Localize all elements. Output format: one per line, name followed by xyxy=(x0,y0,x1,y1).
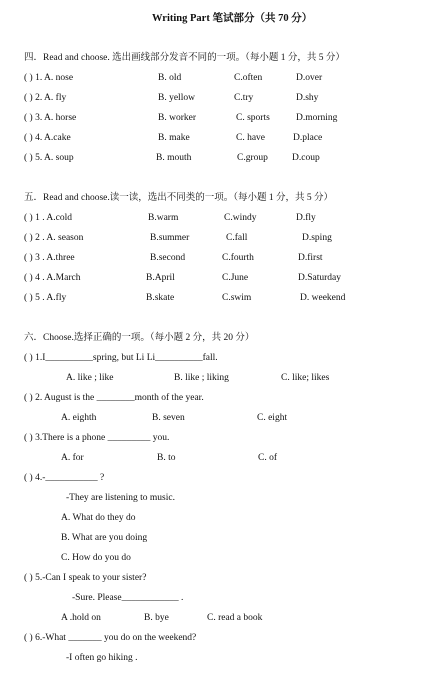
s4-q3-c: C. sports xyxy=(236,113,270,123)
s6-q5-option-a: A .hold on xyxy=(61,613,101,623)
s5-q3-b: B.second xyxy=(150,253,186,263)
s5-q2-b: B.summer xyxy=(150,233,190,243)
s5-q4-c: C.June xyxy=(222,273,249,283)
s5-q3-a: ( ) 3 . A.three xyxy=(24,253,75,263)
s4-q2-d: D.shy xyxy=(296,93,319,103)
s4-q1-b: B. old xyxy=(158,73,182,83)
s4-q5-d: D.coup xyxy=(292,153,320,163)
s6-q4: ( ) 4.-___________ ? xyxy=(24,473,105,483)
s5-q1-d: D.fly xyxy=(296,213,316,223)
s4-q1-d: D.over xyxy=(296,73,323,83)
s5-q1-a: ( ) 1 . A.cold xyxy=(24,213,73,223)
s6-q4-option-c: C. How do you do xyxy=(61,553,131,563)
s6-q2: ( ) 2. August is the ________month of the year. xyxy=(24,393,204,403)
s4-q2-c: C.try xyxy=(234,93,254,103)
s5-q5-a: ( ) 5 . A.fly xyxy=(24,293,67,303)
s6-q3-option-b: B. to xyxy=(157,453,176,463)
page-title: Writing Part 笔试部分（共 70 分） xyxy=(152,13,313,24)
s4-q4-a: ( ) 4. A.cake xyxy=(24,133,71,143)
section-5-header: 五．Read and choose.读一读，选出不同类的一项。（每小题 1 分，共 5 分） xyxy=(24,193,333,203)
s4-q2-b: B. yellow xyxy=(158,93,195,103)
s6-q6: ( ) 6.-What _______ you do on the weekend? xyxy=(24,633,197,643)
s5-q4-d: D.Saturday xyxy=(298,273,342,283)
s5-q2-d: D.sping xyxy=(302,233,332,243)
s6-q5-prompt: -Sure. Please____________ . xyxy=(72,593,184,603)
s5-q4-a: ( ) 4 . A.March xyxy=(24,273,81,283)
s4-q3-d: D.morning xyxy=(296,113,338,123)
s6-q2-option-a: A. eighth xyxy=(61,413,97,423)
s4-q5-a: ( ) 5. A. soup xyxy=(24,153,74,163)
s5-q3-c: C.fourth xyxy=(222,253,254,263)
s4-q1-c: C.often xyxy=(234,73,263,83)
s5-q5-c: C.swim xyxy=(222,293,252,303)
s4-q4-b: B. make xyxy=(158,133,190,143)
s6-q6-prompt: -I often go hiking . xyxy=(66,653,138,663)
s5-q3-d: D.first xyxy=(298,253,323,263)
s5-q5-b: B.skate xyxy=(146,293,175,303)
s4-q2-a: ( ) 2. A. fly xyxy=(24,93,67,103)
s4-q5-c: C.group xyxy=(237,153,268,163)
s4-q4-c: C. have xyxy=(236,133,266,143)
s6-q4-option-a: A. What do they do xyxy=(61,513,136,523)
s6-q1-option-b: B. like ; liking xyxy=(174,373,229,383)
s6-q3: ( ) 3.There is a phone _________ you. xyxy=(24,433,170,443)
s6-q3-option-a: A. for xyxy=(61,453,84,463)
s5-q4-b: B.April xyxy=(146,273,175,283)
s4-q3-a: ( ) 3. A. horse xyxy=(24,113,77,123)
s6-q5-option-c: C. read a book xyxy=(207,613,263,623)
s4-q3-b: B. worker xyxy=(158,113,196,123)
s6-q2-option-b: B. seven xyxy=(152,413,185,423)
s5-q1-b: B.warm xyxy=(148,213,179,223)
s6-q2-option-c: C. eight xyxy=(257,413,288,423)
s4-q5-b: B. mouth xyxy=(156,153,192,163)
s6-q5-option-b: B. bye xyxy=(144,613,169,623)
s6-q5: ( ) 5.-Can I speak to your sister? xyxy=(24,573,147,583)
s5-q2-a: ( ) 2 . A. season xyxy=(24,233,84,243)
s6-q1-option-a: A. like ; like xyxy=(66,373,114,383)
s6-q4-prompt: -They are listening to music. xyxy=(66,493,175,503)
s6-q1: ( ) 1.I__________spring, but Li Li__________fall. xyxy=(24,353,218,363)
s5-q1-c: C.windy xyxy=(224,213,257,223)
section-6-header: 六．Choose.选择正确的一项。（每小题 2 分，共 20 分） xyxy=(24,333,255,343)
s6-q3-option-c: C. of xyxy=(258,453,277,463)
s5-q2-c: C.fall xyxy=(226,233,248,243)
section-4-header: 四．Read and choose. 选出画线部分发音不同的一项。（每小题 1 分，共 5 分） xyxy=(24,53,345,63)
s5-q5-d: D. weekend xyxy=(300,293,346,303)
s4-q1-a: ( ) 1. A. nose xyxy=(24,73,74,83)
s6-q1-option-c: C. like; likes xyxy=(281,373,330,383)
s6-q4-option-b: B. What are you doing xyxy=(61,533,148,543)
s4-q4-d: D.place xyxy=(293,133,323,143)
